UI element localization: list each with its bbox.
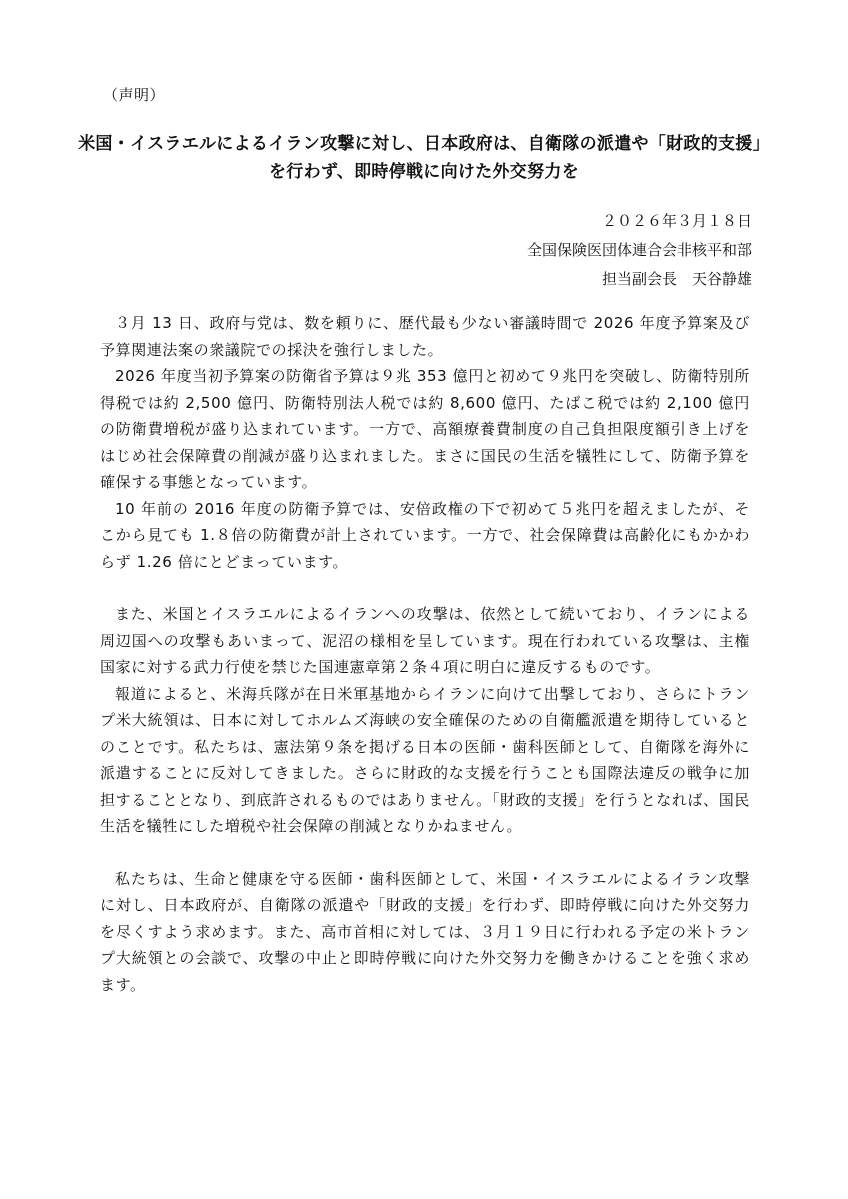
organization: 全国保険医団体連合会非核平和部: [526, 241, 752, 259]
title-line-1: 米国・イスラエルによるイラン攻撃に対し、日本政府は、自衛隊の派遣や「財政的支援」: [78, 134, 770, 154]
paragraph: また、米国とイスラエルによるイランへの攻撃は、依然として続いており、イランによる周辺国への攻撃もあいまって、泥沼の様相を呈しています。現在行われている攻撃は、主権国家に対する武力行使を禁じた国連憲章第２条４項に明白に違反するものです。: [100, 605, 750, 676]
paragraph: 報道によると、米海兵隊が在日米軍基地からイランに向けて出撃しており、さらにトランプ米大統領は、日本に対してホルムズ海峡の安全確保のための自衛艦派遣を期待しているとのことです。私たちは、憲法第９条を掲げる日本の医師・歯科医師として、自衛隊を海外に派遣することに反対してきました。さらに財政的な支援を行うことも国際法違反の戦争に加担することとなり、到底許されるものではありません。「財政的支援」を行うとなれば、国民生活を犠牲にした増税や社会保障の削減となりかねません。: [100, 684, 750, 835]
document-title: [40, 130, 808, 186]
paragraph: 2026 年度当初予算案の防衛省予算は９兆 353 億円と初めて９兆円を突破し、防衛特別所得税では約 2,500 億円、防衛特別法人税では約 8,600 億円、たばこ税では約 2,100 億円の防衛費増税が盛り込まれています。一方で、高額療養費制度の自己負担限度額引き上げをはじめ社会保障費の削減が盛り込まれました。まさに国民の生活を犠牲にして、防衛予算を確保する事態となっています。: [100, 367, 750, 491]
statement-body: [100, 310, 750, 998]
paragraph: ３月 13 日、政府与党は、数を頼りに、歴代最も少ない審議時間で 2026 年度予算案及び予算関連法案の衆議院での採決を強行しました。: [100, 314, 750, 359]
signatory: 担当副会長 天谷静雄: [601, 270, 752, 288]
paragraph: 私たちは、生命と健康を守る医師・歯科医師として、米国・イスラエルによるイラン攻撃に対し、日本政府が、自衛隊の派遣や「財政的支援」を行わず、即時停戦に向けた外交努力を尽くすよう求めます。また、高市首相に対しては、３月１９日に行われる予定の米トランプ大統領との会談で、攻撃の中止と即時停戦に向けた外交努力を働きかけることを強く求めます。: [100, 869, 750, 994]
paragraph: 10 年前の 2016 年度の防衛予算では、安倍政権の下で初めて５兆円を超えましたが、そこから見ても 1.８倍の防衛費が計上されています。一方で、社会保障費は高齢化にもかかわらず 1.26 倍にとどまっています。: [100, 499, 750, 571]
signature-block: [527, 207, 752, 294]
statement-label: （声明）: [103, 86, 166, 104]
title-line-2: を行わず、即時停戦に向けた外交努力を: [268, 162, 580, 182]
date: ２０２６年３月１８日: [601, 212, 752, 230]
